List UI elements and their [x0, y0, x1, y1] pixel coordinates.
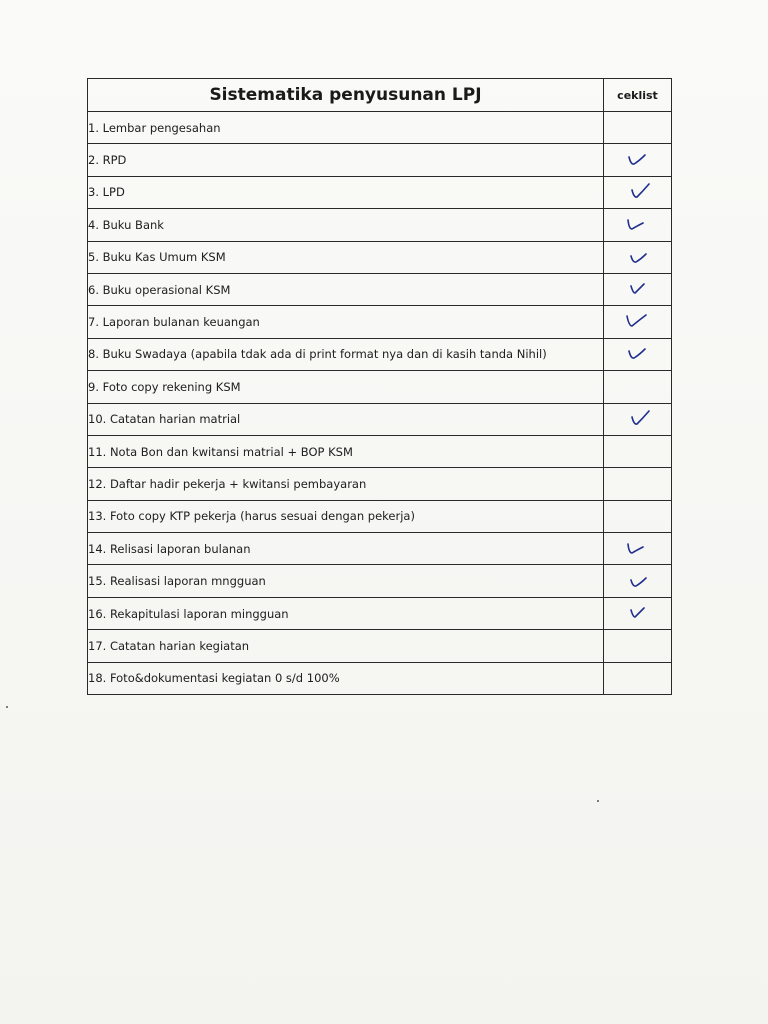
checklist-check-cell [604, 209, 672, 241]
checklist-item-label: 7. Laporan bulanan keuangan [88, 306, 604, 338]
table-row [88, 630, 672, 662]
scan-speck [6, 706, 8, 708]
checklist-item-label: 14. Relisasi laporan bulanan [88, 533, 604, 565]
lpj-checklist-table [87, 78, 672, 695]
checklist-check-cell [604, 662, 672, 694]
handwritten-check-icon [626, 570, 656, 592]
checklist-item-label: 9. Foto copy rekening KSM [88, 371, 604, 403]
checklist-item-label: 17. Catatan harian kegiatan [88, 630, 604, 662]
table-row [88, 403, 672, 435]
table-row [88, 209, 672, 241]
checklist-check-cell [604, 176, 672, 208]
table-header-row [88, 79, 672, 112]
table-row [88, 468, 672, 500]
handwritten-check-icon [624, 603, 654, 625]
table-row [88, 306, 672, 338]
checklist-item-label: 1. Lembar pengesahan [88, 112, 604, 144]
checklist-check-cell [604, 338, 672, 370]
checklist-item-label: 13. Foto copy KTP pekerja (harus sesuai dengan pekerja) [88, 500, 604, 532]
checklist-check-cell [604, 241, 672, 273]
checklist-item-label: 16. Rekapitulasi laporan mingguan [88, 597, 604, 629]
handwritten-check-icon [623, 343, 653, 365]
checklist-check-cell [604, 565, 672, 597]
handwritten-check-icon [625, 181, 655, 203]
handwritten-check-icon [622, 538, 652, 560]
checklist-check-cell [604, 273, 672, 305]
checklist-body [88, 112, 672, 695]
checklist-item-label: 12. Daftar hadir pekerja + kwitansi pembayaran [88, 468, 604, 500]
checklist-check-cell [604, 371, 672, 403]
checklist-check-cell [604, 435, 672, 467]
checklist-item-label: 10. Catatan harian matrial [88, 403, 604, 435]
checklist-check-cell [604, 533, 672, 565]
scan-speck [597, 800, 599, 802]
checklist-check-cell [604, 597, 672, 629]
table-row [88, 435, 672, 467]
table-row [88, 144, 672, 176]
checklist-check-cell [604, 630, 672, 662]
checklist-check-cell [604, 403, 672, 435]
checklist-item-label: 3. LPD [88, 176, 604, 208]
checklist-check-cell [604, 144, 672, 176]
table-row [88, 500, 672, 532]
table-row [88, 338, 672, 370]
checklist-item-label: 18. Foto&dokumentasi kegiatan 0 s/d 100% [88, 662, 604, 694]
check-column-header: ceklist [604, 79, 672, 112]
handwritten-check-icon [623, 149, 653, 171]
checklist-check-cell [604, 112, 672, 144]
checklist-check-cell [604, 500, 672, 532]
checklist-item-label: 5. Buku Kas Umum KSM [88, 241, 604, 273]
checklist-check-cell [604, 468, 672, 500]
handwritten-check-icon [625, 408, 655, 430]
checklist-item-label: 11. Nota Bon dan kwitansi matrial + BOP KSM [88, 435, 604, 467]
table-row [88, 273, 672, 305]
table-row [88, 241, 672, 273]
checklist-item-label: 4. Buku Bank [88, 209, 604, 241]
handwritten-check-icon [621, 311, 651, 333]
checklist-item-label: 8. Buku Swadaya (apabila tdak ada di print format nya dan di kasih tanda Nihil) [88, 338, 604, 370]
handwritten-check-icon [622, 214, 652, 236]
checklist-item-label: 2. RPD [88, 144, 604, 176]
table-row [88, 662, 672, 694]
table-row [88, 112, 672, 144]
checklist-item-label: 6. Buku operasional KSM [88, 273, 604, 305]
document-title: Sistematika penyusunan LPJ [88, 79, 604, 112]
handwritten-check-icon [626, 246, 656, 268]
table-row [88, 565, 672, 597]
table-row [88, 176, 672, 208]
table-row [88, 597, 672, 629]
checklist-check-cell [604, 306, 672, 338]
table-row [88, 371, 672, 403]
checklist-item-label: 15. Realisasi laporan mngguan [88, 565, 604, 597]
handwritten-check-icon [624, 279, 654, 301]
table-row [88, 533, 672, 565]
